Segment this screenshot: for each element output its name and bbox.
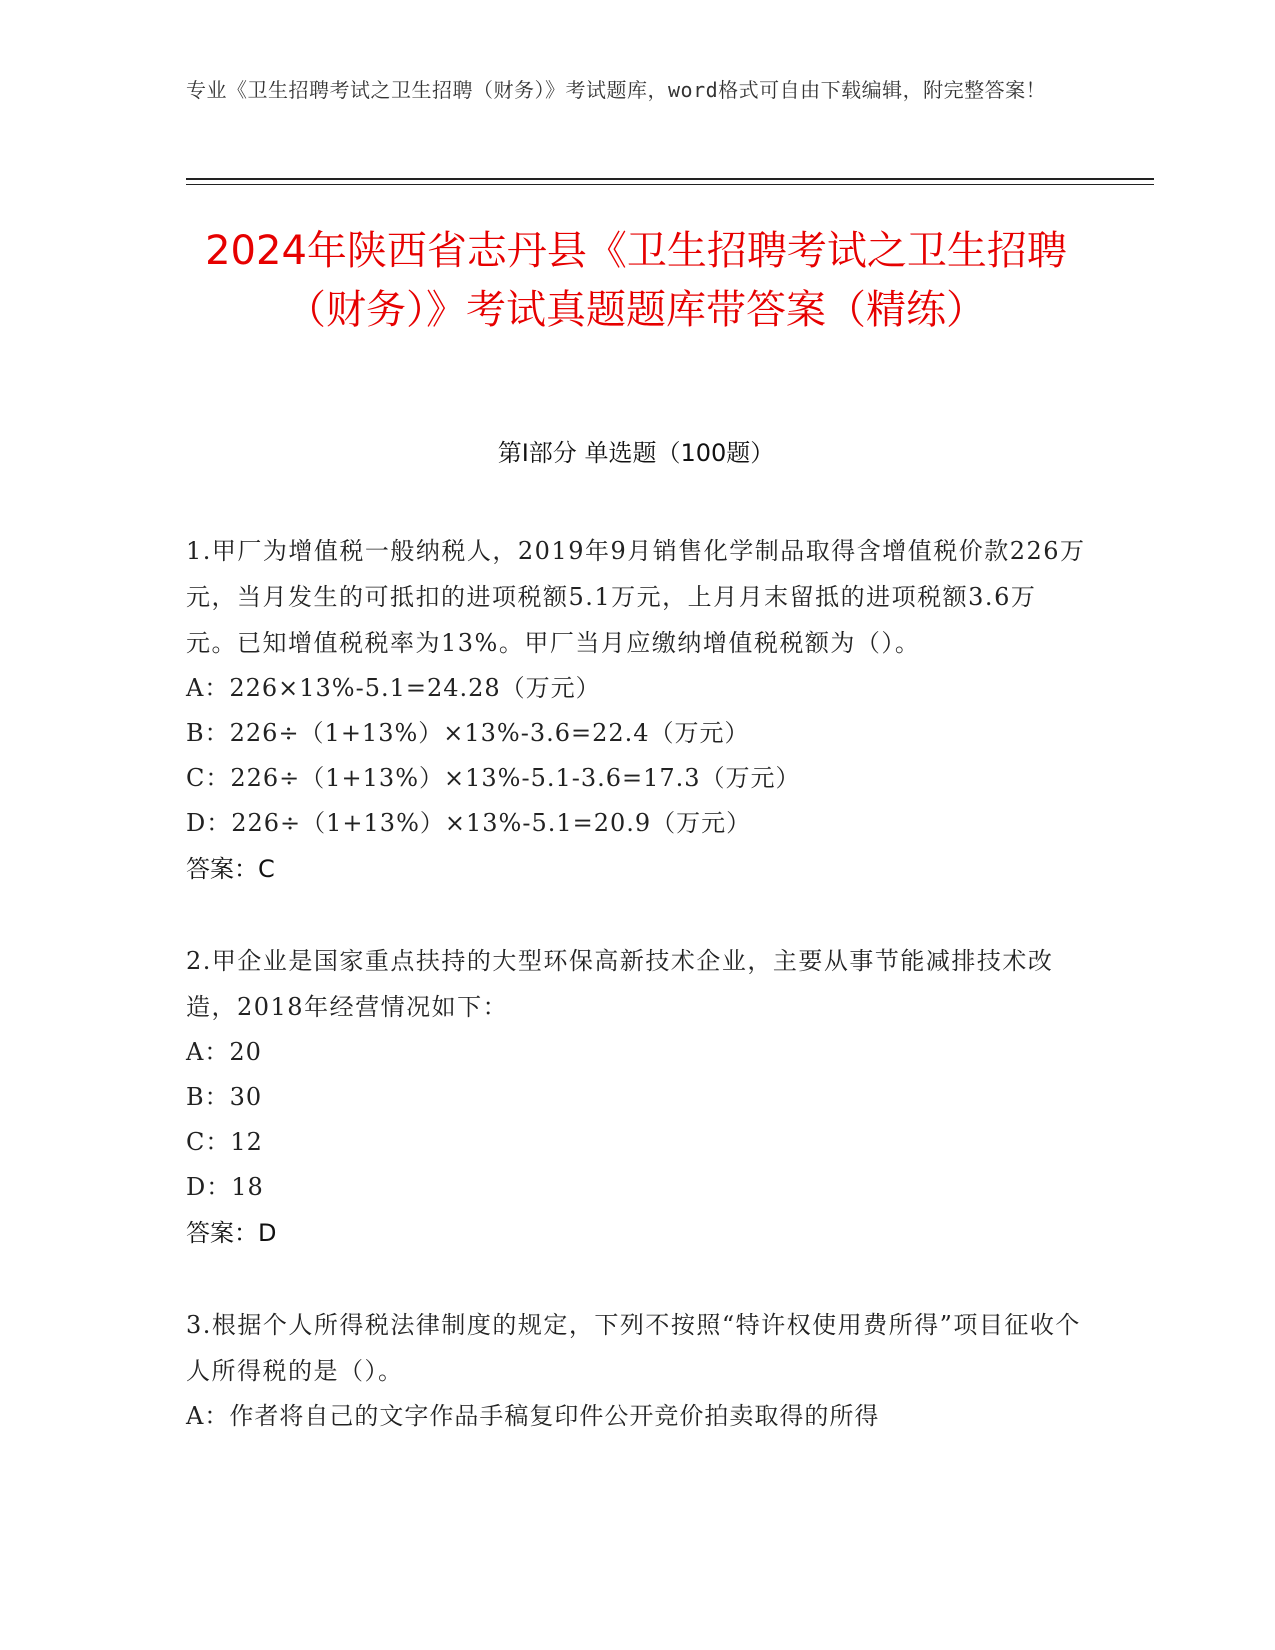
option-b: B：226÷（1+13%）×13%-3.6=22.4（万元） xyxy=(186,719,750,747)
question-stem: 1.甲厂为增值税一般纳税人，2019年9月销售化学制品取得含增值税价款226万元，当月发生的可抵扣的进项税额5.1万元，上月月末留抵的进项税额3.6万元。已知增值税税率为13%。甲厂当月应缴纳增值税税额为（）。 xyxy=(186,537,1086,657)
section-title: 第I部分 单选题（100题） xyxy=(497,439,775,467)
option-a: A：20 xyxy=(186,1038,262,1066)
answer-line: 答案：C xyxy=(186,855,275,883)
question-stem: 3.根据个人所得税法律制度的规定，下列不按照“特许权使用费所得”项目征收个人所得税的是（）。 xyxy=(186,1311,1081,1385)
question-stem: 2.甲企业是国家重点扶持的大型环保高新技术企业，主要从事节能减排技术改造，2018年经营情况如下： xyxy=(186,947,1054,1021)
header-divider-thin xyxy=(186,184,1154,185)
option-d: D：226÷（1+13%）×13%-5.1=20.9（万元） xyxy=(186,809,752,837)
question-item xyxy=(186,528,1086,892)
option-c: C：226÷（1+13%）×13%-5.1-3.6=17.3（万元） xyxy=(186,764,801,792)
answer-line: 答案：D xyxy=(186,1219,277,1247)
question-item xyxy=(186,938,1086,1256)
option-b: B：30 xyxy=(186,1083,263,1111)
question-list xyxy=(186,528,1086,1485)
option-d: D：18 xyxy=(186,1173,264,1201)
option-a: A：作者将自己的文字作品手稿复印件公开竞价拍卖取得的所得 xyxy=(186,1402,880,1430)
header-divider-thick xyxy=(186,178,1154,180)
option-a: A：226×13%-5.1=24.28（万元） xyxy=(186,674,601,702)
option-c: C：12 xyxy=(186,1128,263,1156)
header-note: 专业《卫生招聘考试之卫生招聘（财务）》考试题库，word格式可自由下载编辑，附完整答案！ xyxy=(186,78,1047,102)
document-title: 2024年陕西省志丹县《卫生招聘考试之卫生招聘（财务）》考试真题题库带答案（精练） xyxy=(205,228,1067,333)
question-item xyxy=(186,1302,1086,1439)
